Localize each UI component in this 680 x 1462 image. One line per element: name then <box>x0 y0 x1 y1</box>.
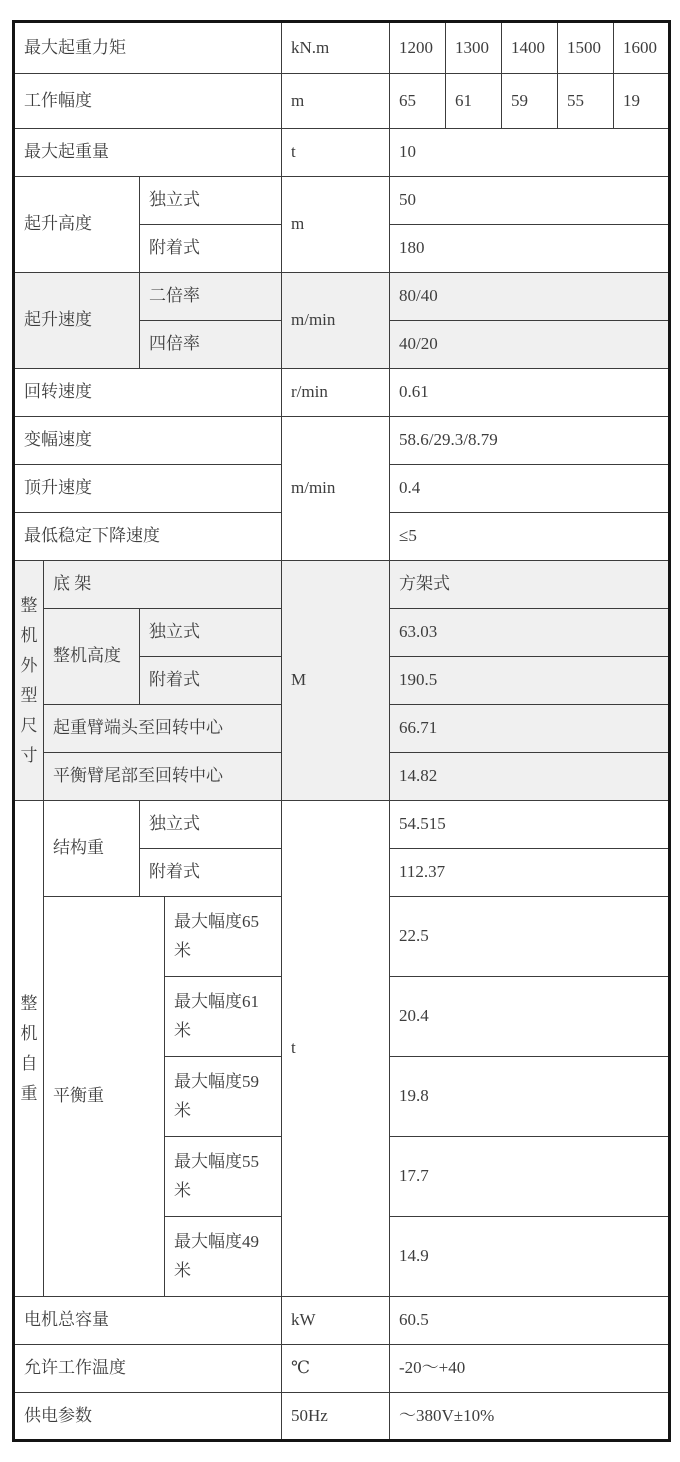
spec-label: 平衡重 <box>44 897 165 1297</box>
spec-label: 起升高度 <box>14 177 140 273</box>
value-cell: 55 <box>558 74 614 129</box>
spec-sublabel: 独立式 <box>140 177 282 225</box>
spec-label: 电机总容量 <box>14 1297 282 1345</box>
unit-cell: kW <box>282 1297 390 1345</box>
spec-sublabel: 附着式 <box>140 225 282 273</box>
row-hoist-speed-2fall <box>14 273 670 321</box>
unit-cell: 50Hz <box>282 1393 390 1441</box>
value-cell: 17.7 <box>390 1137 670 1217</box>
value-cell: 63.03 <box>390 609 670 657</box>
spec-sublabel: 附着式 <box>140 849 282 897</box>
row-structure-weight-freestanding <box>14 801 670 849</box>
unit-cell: M <box>282 561 390 801</box>
value-cell: 58.6/29.3/8.79 <box>390 417 670 465</box>
value-cell: 54.515 <box>390 801 670 849</box>
spec-label: 起重臂端头至回转中心 <box>44 705 282 753</box>
value-cell: 80/40 <box>390 273 670 321</box>
row-working-radius <box>14 74 670 129</box>
spec-sublabel: 二倍率 <box>140 273 282 321</box>
group-label-self-weight: 整机自重 <box>14 801 44 1297</box>
row-slewing-speed <box>14 369 670 417</box>
spec-label: 变幅速度 <box>14 417 282 465</box>
spec-label: 底 架 <box>44 561 282 609</box>
row-working-temp <box>14 1345 670 1393</box>
unit-cell: t <box>282 129 390 177</box>
value-cell: 19 <box>614 74 670 129</box>
spec-label: 起升速度 <box>14 273 140 369</box>
value-cell: 60.5 <box>390 1297 670 1345</box>
value-cell: 22.5 <box>390 897 670 977</box>
spec-sublabel: 最大幅度55米 <box>165 1137 282 1217</box>
spec-label: 整机高度 <box>44 609 140 705</box>
unit-cell: r/min <box>282 369 390 417</box>
crane-spec-sheet <box>12 20 668 1442</box>
spec-sublabel: 最大幅度59米 <box>165 1057 282 1137</box>
unit-cell: m <box>282 177 390 273</box>
spec-label: 供电参数 <box>14 1393 282 1441</box>
spec-sublabel: 独立式 <box>140 609 282 657</box>
unit-cell: m <box>282 74 390 129</box>
value-cell: 20.4 <box>390 977 670 1057</box>
value-cell: ≤5 <box>390 513 670 561</box>
value-cell: 59 <box>502 74 558 129</box>
value-cell: 14.9 <box>390 1217 670 1297</box>
unit-cell: m/min <box>282 273 390 369</box>
row-chassis <box>14 561 670 609</box>
value-cell: 190.5 <box>390 657 670 705</box>
unit-cell: ℃ <box>282 1345 390 1393</box>
value-cell: 方架式 <box>390 561 670 609</box>
value-cell: 65 <box>390 74 446 129</box>
spec-label: 最低稳定下降速度 <box>14 513 282 561</box>
unit-cell: t <box>282 801 390 1297</box>
spec-label: 平衡臂尾部至回转中心 <box>44 753 282 801</box>
spec-sublabel: 四倍率 <box>140 321 282 369</box>
spec-label: 结构重 <box>44 801 140 897</box>
value-cell: 1300 <box>446 22 502 74</box>
spec-label: 工作幅度 <box>14 74 282 129</box>
value-cell: ～380V±10% <box>390 1393 670 1441</box>
spec-label: 最大起重量 <box>14 129 282 177</box>
spec-sublabel: 独立式 <box>140 801 282 849</box>
spec-label: 回转速度 <box>14 369 282 417</box>
unit-cell: m/min <box>282 417 390 561</box>
value-cell: 19.8 <box>390 1057 670 1137</box>
spec-label: 顶升速度 <box>14 465 282 513</box>
row-hoist-height-freestanding <box>14 177 670 225</box>
value-cell: 14.82 <box>390 753 670 801</box>
value-cell: 10 <box>390 129 670 177</box>
value-cell: 66.71 <box>390 705 670 753</box>
spec-label: 允许工作温度 <box>14 1345 282 1393</box>
value-cell: 0.61 <box>390 369 670 417</box>
value-cell: 180 <box>390 225 670 273</box>
spec-sublabel: 最大幅度49米 <box>165 1217 282 1297</box>
spec-label: 最大起重力矩 <box>14 22 282 74</box>
row-power-supply <box>14 1393 670 1441</box>
value-cell: 61 <box>446 74 502 129</box>
row-motor-capacity <box>14 1297 670 1345</box>
row-luffing-speed <box>14 417 670 465</box>
value-cell: 1600 <box>614 22 670 74</box>
value-cell: 50 <box>390 177 670 225</box>
row-max-load <box>14 129 670 177</box>
unit-cell: kN.m <box>282 22 390 74</box>
spec-table <box>12 20 671 1442</box>
value-cell: -20～+40 <box>390 1345 670 1393</box>
value-cell: 0.4 <box>390 465 670 513</box>
spec-sublabel: 最大幅度65米 <box>165 897 282 977</box>
value-cell: 1500 <box>558 22 614 74</box>
value-cell: 40/20 <box>390 321 670 369</box>
value-cell: 1400 <box>502 22 558 74</box>
spec-sublabel: 最大幅度61米 <box>165 977 282 1057</box>
spec-sublabel: 附着式 <box>140 657 282 705</box>
value-cell: 1200 <box>390 22 446 74</box>
group-label-dimensions: 整机外型尺寸 <box>14 561 44 801</box>
value-cell: 112.37 <box>390 849 670 897</box>
row-max-moment <box>14 22 670 74</box>
